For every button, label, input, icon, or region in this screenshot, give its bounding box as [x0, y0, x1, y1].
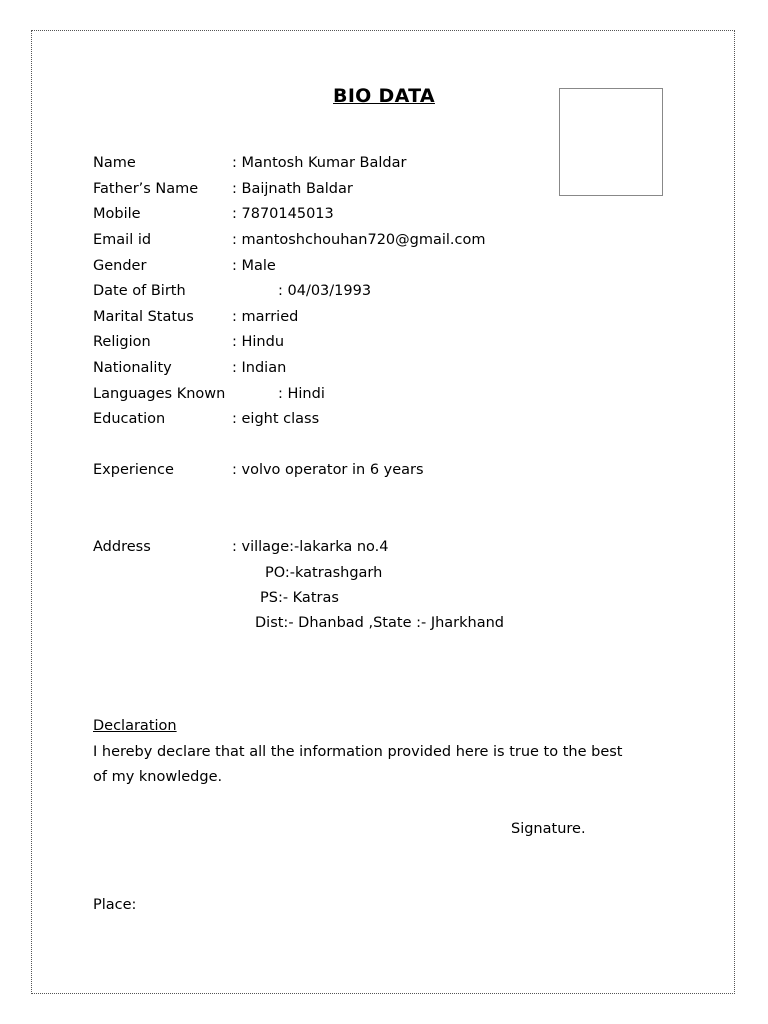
marital-status-value: : married: [232, 309, 299, 325]
mobile-label: Mobile: [93, 206, 141, 222]
dob-value: : 04/03/1993: [278, 283, 372, 299]
gender-value: : Male: [232, 258, 276, 274]
declaration-line-2: of my knowledge.: [93, 769, 223, 785]
religion-value: : Hindu: [232, 334, 285, 350]
address-line-1: : village:-lakarka no.4: [232, 539, 389, 555]
page-title: BIO DATA: [333, 85, 435, 107]
father-name-label: Father’s Name: [93, 181, 199, 197]
experience-label: Experience: [93, 462, 174, 478]
address-line-4: Dist:- Dhanbad ,State :- Jharkhand: [255, 615, 504, 631]
declaration-line-1: I hereby declare that all the information provided here is true to the best: [93, 744, 623, 760]
place-label: Place:: [93, 897, 137, 913]
gender-label: Gender: [93, 258, 147, 274]
address-line-3: PS:- Katras: [260, 590, 339, 606]
father-name-value: : Baijnath Baldar: [232, 181, 353, 197]
languages-value: : Hindi: [278, 386, 325, 402]
education-label: Education: [93, 411, 166, 427]
address-line-2: PO:-katrashgarh: [265, 565, 383, 581]
photo-placeholder: [559, 88, 663, 196]
marital-status-label: Marital Status: [93, 309, 194, 325]
email-value: : mantoshchouhan720@gmail.com: [232, 232, 486, 248]
address-label: Address: [93, 539, 151, 555]
languages-label: Languages Known: [93, 386, 226, 402]
education-value: : eight class: [232, 411, 320, 427]
religion-label: Religion: [93, 334, 151, 350]
email-label: Email id: [93, 232, 152, 248]
nationality-label: Nationality: [93, 360, 172, 376]
nationality-value: : Indian: [232, 360, 287, 376]
name-value: : Mantosh Kumar Baldar: [232, 155, 407, 171]
mobile-value: : 7870145013: [232, 206, 334, 222]
experience-value: : volvo operator in 6 years: [232, 462, 424, 478]
signature-label: Signature.: [511, 821, 586, 837]
name-label: Name: [93, 155, 136, 171]
dob-label: Date of Birth: [93, 283, 186, 299]
declaration-heading: Declaration: [93, 718, 177, 734]
